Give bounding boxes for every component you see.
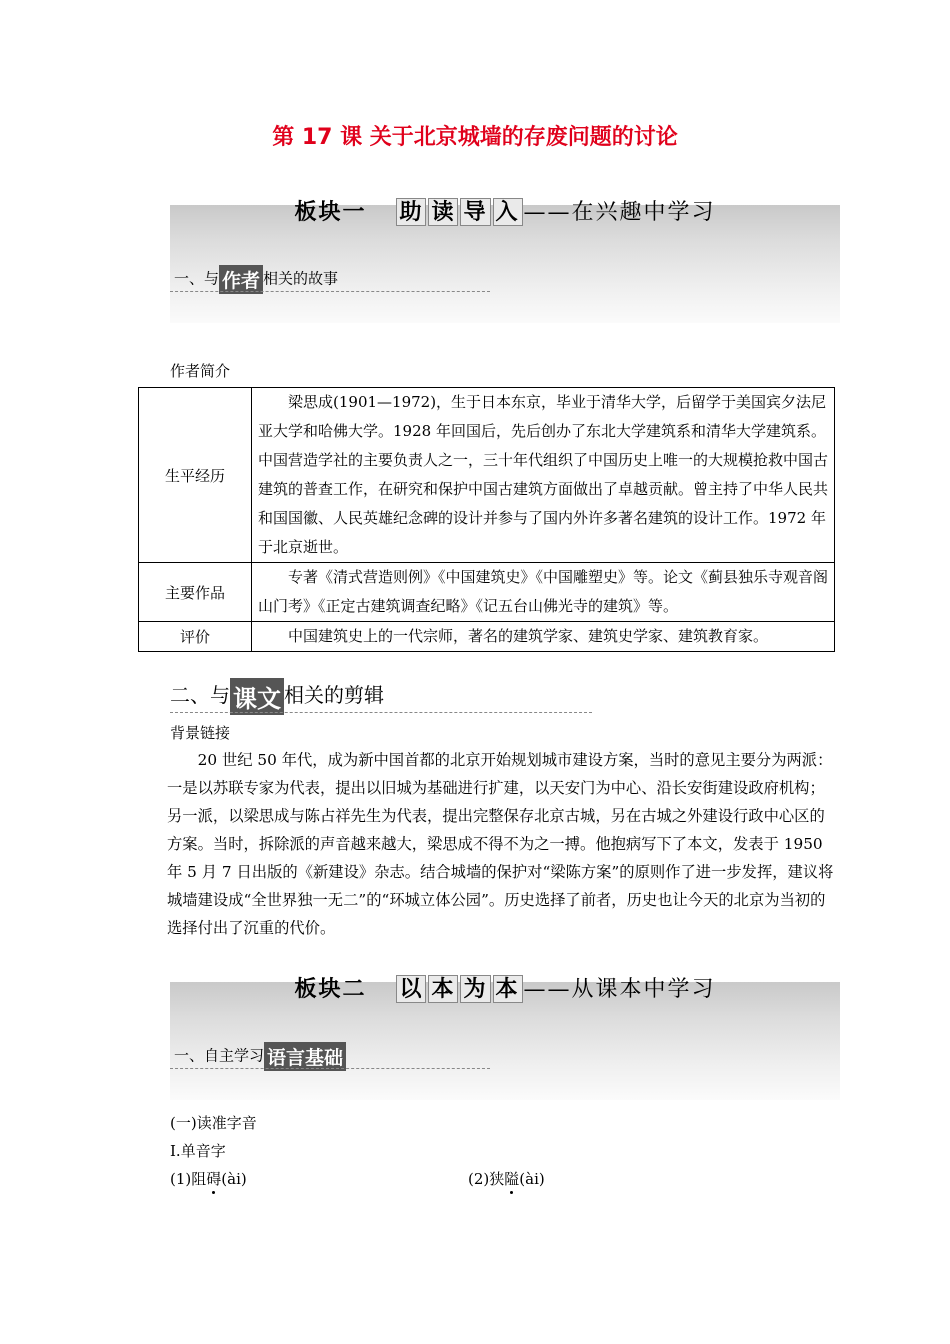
block2-heading bbox=[170, 972, 840, 1003]
table-row bbox=[139, 388, 835, 563]
block2-box: 本 bbox=[428, 975, 458, 1003]
block1-banner bbox=[170, 199, 840, 323]
block1-prefix: 板块一 bbox=[294, 199, 367, 225]
author-bio-table bbox=[138, 387, 835, 652]
author-intro-label: 作者简介 bbox=[170, 362, 231, 380]
block1-box: 读 bbox=[428, 198, 458, 226]
item-char: 阻 bbox=[191, 1170, 207, 1188]
item-char: 狭 bbox=[489, 1170, 505, 1188]
bio-key: 主要作品 bbox=[139, 563, 252, 622]
block2-banner bbox=[170, 976, 840, 1100]
section2-suffix: 相关的剪辑 bbox=[284, 683, 384, 707]
dotted-char: 隘 bbox=[504, 1170, 520, 1188]
divider bbox=[170, 291, 490, 292]
block1-box: 入 bbox=[493, 198, 523, 226]
table-row bbox=[139, 622, 835, 652]
page-title: 第 17 课 关于北京城墙的存废问题的讨论 bbox=[272, 125, 678, 150]
divider bbox=[170, 712, 592, 713]
block1-sub-suffix: 相关的故事 bbox=[263, 269, 339, 288]
block2-box: 本 bbox=[493, 975, 523, 1003]
block1-heading bbox=[170, 195, 840, 226]
block1-box: 导 bbox=[460, 198, 490, 226]
block2-subheading bbox=[174, 1042, 346, 1071]
divider bbox=[170, 1068, 490, 1069]
block2-suffix: ——从课本中学习 bbox=[523, 977, 716, 1002]
bio-value: 专著《清式营造则例》《中国建筑史》《中国雕塑史》等。论文《蓟县独乐寺观音阁山门考》《正定古建筑调查纪略》《记五台山佛光寺的建筑》等。 bbox=[252, 563, 835, 622]
bio-key: 评价 bbox=[139, 622, 252, 652]
block2-prefix: 板块二 bbox=[294, 976, 367, 1002]
block2-box: 为 bbox=[460, 975, 490, 1003]
reading-item bbox=[468, 1168, 545, 1189]
block1-suffix: ——在兴趣中学习 bbox=[523, 200, 716, 225]
block1-sub-tag: 作者 bbox=[219, 265, 263, 294]
block2-sub-tag: 语言基础 bbox=[264, 1042, 346, 1071]
reading-heading: (一)读准字音 bbox=[170, 1114, 257, 1132]
background-paragraph: 20 世纪 50 年代，成为新中国首都的北京开始规划城市建设方案，当时的意见主要分为两派：一是以苏联专家为代表，提出以旧城为基础进行扩建，以天安门为中心、沿长安街建设政府机构；另一派，以梁思成与陈占祥先生为代表，提出完整保存北京古城，另在古城之外建设行政中心区的方案。当时，拆除派的声音越来越大，梁思成不得不为之一搏。他抱病写下了本文，发表于 1950 年 5 月 7 日出版的《新建设》杂志。结合城墙的保护对“梁陈方案”的原则作了进一步发挥，建议将城墙建设成“全世界独一无二”的“环城立体公园”。历史选择了前者，历史也让今天的北京为当初的选择付出了沉重的代价。 bbox=[167, 751, 834, 937]
background-label: 背景链接 bbox=[170, 724, 231, 742]
item-number: (2) bbox=[468, 1170, 490, 1188]
item-pinyin: (ài) bbox=[519, 1170, 545, 1188]
bio-value: 梁思成(1901—1972)，生于日本东京，毕业于清华大学，后留学于美国宾夕法尼亚大学和哈佛大学。1928 年回国后，先后创办了东北大学建筑系和清华大学建筑系。中国营造学社的主要负责人之一，三十年代组织了中国历史上唯一的大规模抢救中国古建筑的普查工作，在研究和保护中国古建筑方面做出了卓越贡献。曾主持了中华人民共和国国徽、人民英雄纪念碑的设计并参与了国内外许多著名建筑的设计工作。1972 年于北京逝世。 bbox=[252, 388, 835, 563]
item-pinyin: (ài) bbox=[221, 1170, 247, 1188]
section2-heading bbox=[170, 678, 384, 715]
reading-item bbox=[170, 1168, 247, 1189]
reading-subheading: Ⅰ.单音字 bbox=[170, 1142, 226, 1160]
table-row bbox=[139, 563, 835, 622]
block2-sub-prefix: 一、自主学习 bbox=[174, 1046, 265, 1065]
dotted-char: 碍 bbox=[206, 1170, 222, 1188]
bio-value: 中国建筑史上的一代宗师，著名的建筑学家、建筑史学家、建筑教育家。 bbox=[252, 622, 835, 652]
item-number: (1) bbox=[170, 1170, 192, 1188]
section2-prefix: 二、与 bbox=[170, 683, 230, 707]
block1-sub-prefix: 一、与 bbox=[174, 269, 220, 288]
block1-box: 助 bbox=[396, 198, 426, 226]
section2-tag: 课文 bbox=[230, 678, 284, 715]
bio-key: 生平经历 bbox=[139, 388, 252, 563]
block1-subheading bbox=[174, 265, 338, 294]
block2-box: 以 bbox=[396, 975, 426, 1003]
